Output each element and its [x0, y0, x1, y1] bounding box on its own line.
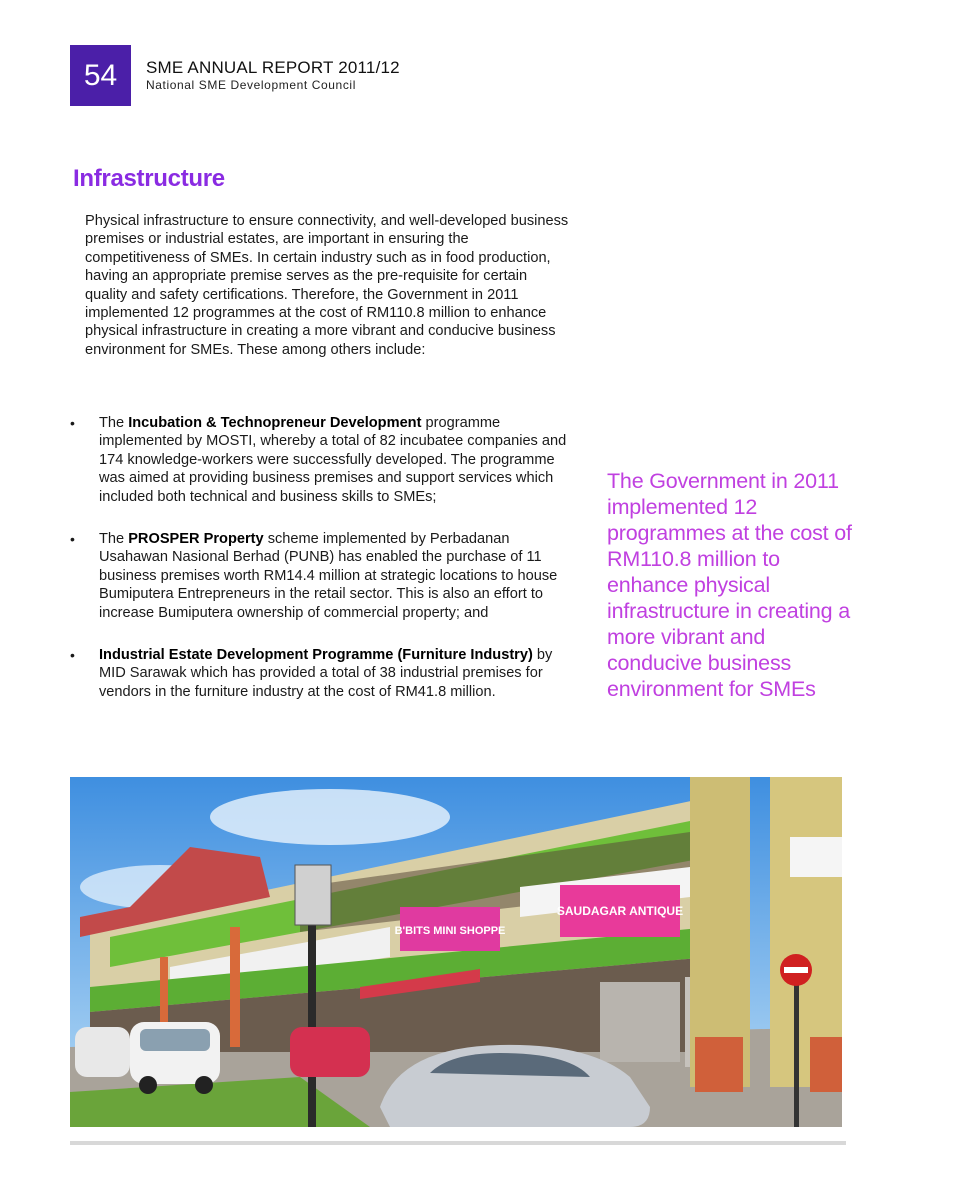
bullet-item [70, 646, 580, 701]
bullet-icon: • [70, 415, 75, 431]
bullet-bold: Incubation & Technopreneur Development [128, 415, 422, 431]
intro-paragraph: Physical infrastructure to ensure connectivity, and well-developed business premises or industrial estates, are important in ensuring the competitiveness of SMEs. In certain industry such as in food production, having an appropriate premise serves as the pre-requisite for certain quality and safety certifications. Therefore, the Government in 2011 implemented 12 programmes at the cost of RM110.8 million to enhance physical infrastructure in creating a more vibrant and conducive business environment for SMEs. These among others include: [85, 213, 569, 358]
page-number: 54 [83, 58, 118, 92]
bullet-text: by MID Sarawak which has provided a total of 38 industrial premises for vendors in the furniture industry at the cost of RM41.8 million. [99, 647, 553, 700]
shophouse-photo [70, 777, 842, 1127]
pull-quote: The Government in 2011 implemented 12 programmes at the cost of RM110.8 million to enhance physical infrastructure in creating a more vibrant and conducive business environment for SMEs [607, 469, 852, 701]
bullet-icon: • [70, 531, 75, 548]
bullet-item [70, 414, 580, 506]
bullet-list [70, 414, 580, 725]
bullet-text: scheme implemented by Perbadanan Usahawan Nasional Berhad (PUNB) has enabled the purchase of 11 business premises worth RM14.4 million at strategic locations to house Bumiputera Entrepreneurs in the retail sector. This is also an effort to increase Bumiputera ownership of commercial property; and [99, 531, 558, 621]
sign-left-text: B'BITS MINI SHOPPE [394, 925, 506, 937]
section-title: Infrastructure [73, 165, 225, 192]
report-title: SME ANNUAL REPORT 2011/12 [146, 58, 400, 77]
bullet-lead: The [99, 531, 129, 548]
page-number-box [70, 45, 131, 106]
bullet-lead: The [99, 415, 129, 431]
footer-divider [70, 1141, 846, 1145]
bullet-item [70, 530, 580, 622]
sign-right-text: SAUDAGAR ANTIQUE [556, 904, 684, 918]
report-subtitle: National SME Development Council [146, 78, 356, 92]
bullet-bold: PROSPER Property [128, 531, 264, 548]
bullet-bold: Industrial Estate Development Programme (Furniture Industry) [99, 647, 533, 664]
bullet-icon: • [70, 647, 75, 664]
bullet-text: programme implemented by MOSTI, whereby a total of 82 incubatee companies and 174 knowledge-workers were successfully developed. The programme was aimed at providing business premises and support services which included both technical and business skills to SMEs; [99, 415, 567, 505]
